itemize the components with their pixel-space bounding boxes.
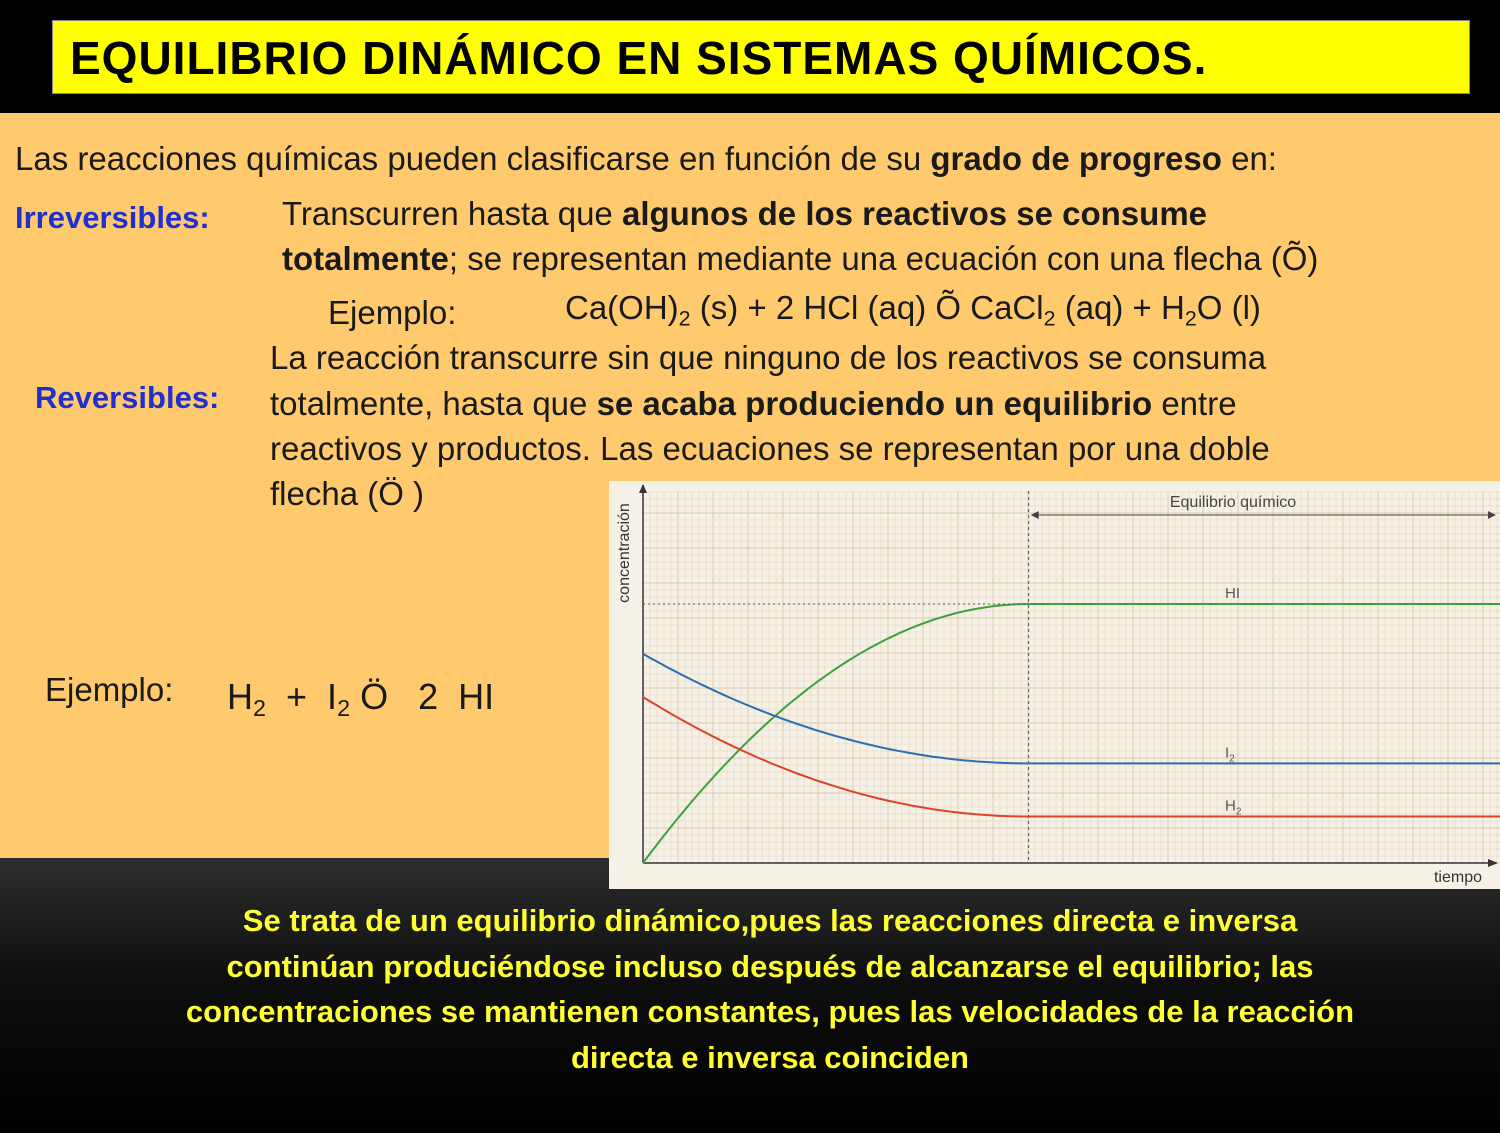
reversibles-label: Reversibles: [35, 380, 220, 415]
y-axis-label: concentración [616, 503, 633, 603]
ex2-h-sub: 2 [253, 695, 267, 722]
irreversibles-line2 [282, 239, 1318, 279]
eq-sub-c: 2 [1184, 306, 1197, 331]
equilibrium-arrow-right [1488, 511, 1496, 519]
chart-svg [609, 481, 1500, 889]
example1-equation [565, 288, 1261, 331]
reversibles-line4: flecha (Ö ) [270, 475, 425, 512]
example1-label: Ejemplo: [328, 294, 457, 331]
eq-part-c: (aq) + H [1055, 289, 1185, 326]
ex2-rest: Ö 2 HI [350, 676, 495, 717]
series-label-hi: HI [1225, 585, 1240, 603]
conclusion-line-2: continúan produciéndose incluso después de alcanzarse el equilibrio; las [226, 948, 1314, 984]
chart-grid [643, 491, 1500, 863]
reversibles-line3: reactivos y productos. Las ecuaciones se representan por una doble [270, 430, 1270, 467]
example2-equation [227, 676, 495, 722]
title-box [52, 20, 1470, 94]
irrev-line1-plain: Transcurren hasta que [282, 195, 622, 232]
series-label-i2: $I_2$ [1225, 744, 1235, 765]
eq-part-a: Ca(OH) [565, 289, 679, 326]
reversibles-line1: La reacción transcurre sin que ninguno de los reactivos se consuma [270, 339, 1267, 376]
intro-bold: grado de progreso [930, 140, 1222, 177]
irrev-line1-bold: algunos de los reactivos se consume [621, 195, 1208, 232]
rev-line2-end: entre [1152, 385, 1237, 422]
eq-sub-a: 2 [678, 306, 691, 331]
intro-before: Las reacciones químicas pueden clasificarse en función de su [15, 140, 931, 177]
conclusion-line-4: directa e inversa coinciden [570, 1039, 969, 1075]
conclusion-line-1: Se trata de un equilibrio dinámico,pues las reacciones directa e inversa [242, 903, 1298, 938]
rev-line2-plain: totalmente, hasta que [270, 385, 597, 422]
conclusion-text [40, 898, 1500, 1080]
conclusion-line-3: concentraciones se mantienen constantes, pues las velocidades de la reacción [185, 994, 1355, 1029]
example2-label: Ejemplo: [45, 671, 174, 708]
equilibrium-chart [609, 481, 1500, 889]
x-axis-label: tiempo [1433, 869, 1483, 886]
ex2-i: I [327, 676, 338, 717]
eq-part-d: O (l) [1196, 289, 1261, 326]
irreversibles-label: Irreversibles: [15, 200, 210, 235]
intro-after: en: [1221, 140, 1277, 177]
irreversibles-line1 [282, 194, 1207, 234]
ex2-h: H [227, 676, 253, 717]
irrev-line2-plain: ; se representan mediante una ecuación con una flecha (Õ) [448, 240, 1319, 277]
slide-title: EQUILIBRIO DINÁMICO EN SISTEMAS QUÍMICOS. [70, 32, 1208, 84]
ex2-plus: + [266, 676, 328, 717]
eq-sub-b: 2 [1043, 306, 1056, 331]
intro-text [15, 139, 1277, 179]
irrev-line2-bold: totalmente [282, 240, 449, 277]
reversibles-line2 [270, 384, 1237, 424]
rev-line2-bold: se acaba produciendo un equilibrio [596, 385, 1153, 422]
equilibrium-annotation: Equilibrio químico [1169, 494, 1297, 511]
eq-part-b: (s) + 2 HCl (aq) Õ CaCl [690, 289, 1044, 326]
y-axis-arrow [639, 484, 647, 493]
ex2-i-sub: 2 [337, 695, 351, 722]
series-label-h2: $H_2$ [1225, 797, 1242, 818]
